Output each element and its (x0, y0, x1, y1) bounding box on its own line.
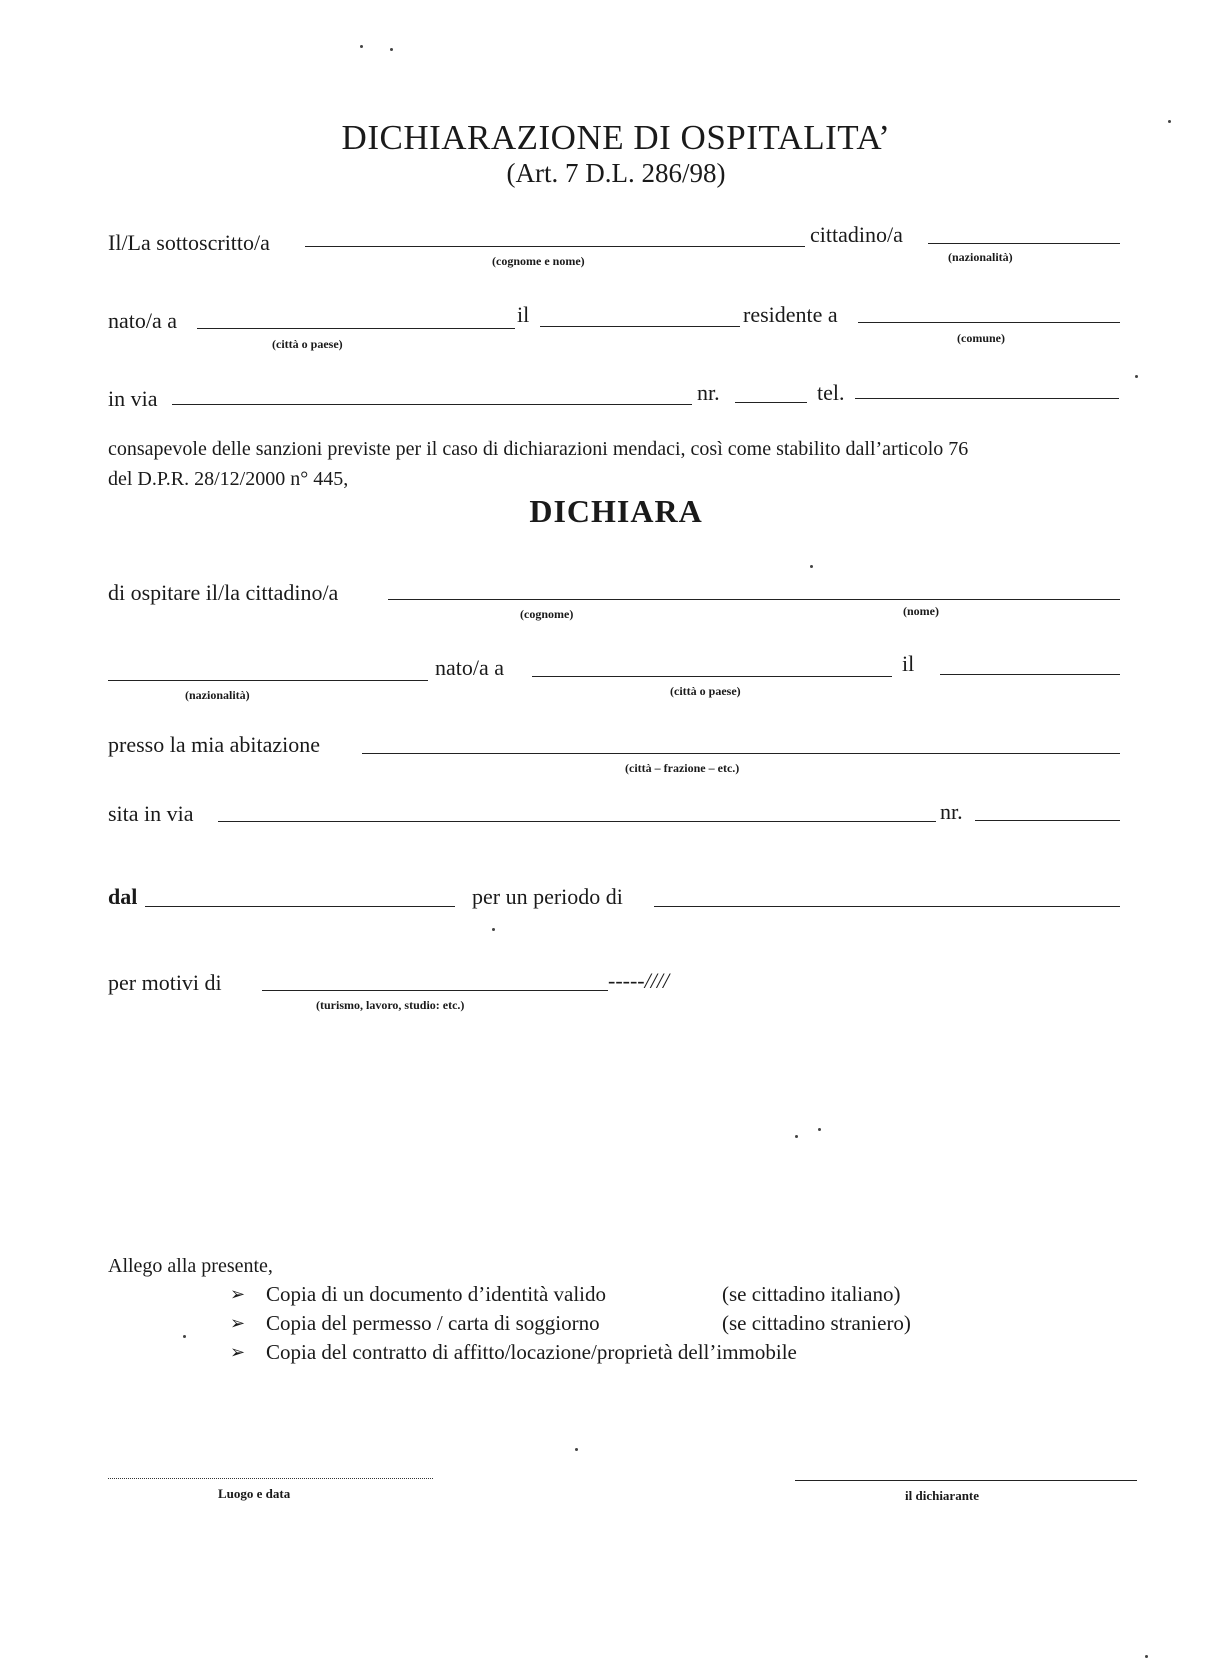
undersigned-name-field[interactable] (305, 246, 805, 247)
attachments-intro: Allego alla presente, (108, 1255, 273, 1277)
declarant-signature-field[interactable] (795, 1480, 1137, 1481)
residence-comune-field[interactable] (858, 322, 1120, 323)
birth-date-label: il (517, 302, 530, 327)
duration-label: per un periodo di (472, 884, 623, 909)
host-citizen-label: di ospitare il/la cittadino/a (108, 580, 339, 605)
citizen-label: cittadino/a (810, 222, 903, 247)
residence-number-field[interactable] (975, 820, 1120, 821)
resident-label: residente a (743, 302, 838, 327)
document-title: DICHIARAZIONE DI OSPITALITA’ (341, 118, 891, 157)
duration-field[interactable] (654, 906, 1120, 907)
scan-speck (575, 1448, 578, 1451)
attachment-note: (se cittadino italiano) (722, 1282, 901, 1306)
born-in-label: nato/a a (108, 308, 178, 333)
guest-birth-date-label: il (902, 651, 915, 676)
street-number-label: nr. (697, 380, 720, 405)
bullet-arrow-icon: ➢ (230, 1342, 246, 1362)
scan-speck (1135, 375, 1138, 378)
birth-city-field[interactable] (197, 328, 515, 329)
guest-born-label: nato/a a (435, 655, 505, 680)
scan-speck (795, 1135, 798, 1138)
birth-date-field[interactable] (540, 326, 740, 327)
declares-heading: DICHIARA (529, 493, 703, 529)
reason-field[interactable] (262, 990, 608, 991)
street-number-field[interactable] (735, 402, 807, 403)
residence-field[interactable] (362, 753, 1120, 754)
attachment-item: Copia del permesso / carta di soggiorno (266, 1311, 600, 1335)
place-date-field[interactable] (108, 1478, 433, 1479)
street-label: in via (108, 386, 158, 411)
scan-speck (1168, 120, 1171, 123)
attachment-item: Copia di un documento d’identità valido (266, 1282, 607, 1306)
residence-number-label: nr. (940, 799, 963, 824)
phone-label: tel. (817, 380, 845, 405)
reason-suffix: -----//// (608, 968, 670, 993)
undersigned-nationality-field[interactable] (928, 243, 1120, 244)
guest-nationality-field[interactable] (108, 680, 428, 681)
from-label: dal (108, 884, 138, 909)
guest-name-field[interactable] (388, 599, 1120, 600)
attachment-note: (se cittadino straniero) (722, 1311, 911, 1335)
guest-name-hint: (nome) (903, 604, 939, 618)
street-field[interactable] (172, 404, 692, 405)
scan-speck (183, 1335, 186, 1338)
residence-street-field[interactable] (218, 821, 936, 822)
guest-nationality-hint: (nazionalità) (185, 688, 250, 702)
reason-label: per motivi di (108, 970, 222, 995)
scan-speck (818, 1128, 821, 1131)
scan-speck (1145, 1655, 1148, 1658)
undersigned-nationality-hint: (nazionalità) (948, 250, 1013, 264)
guest-birth-date-field[interactable] (940, 674, 1120, 675)
residence-label: presso la mia abitazione (108, 732, 320, 757)
scan-speck (810, 565, 813, 568)
scan-speck (492, 928, 495, 931)
phone-field[interactable] (855, 398, 1119, 399)
from-date-field[interactable] (145, 906, 455, 907)
residence-comune-hint: (comune) (957, 331, 1005, 345)
bullet-arrow-icon: ➢ (230, 1313, 246, 1333)
birth-city-hint: (città o paese) (272, 337, 343, 351)
guest-surname-hint: (cognome) (520, 607, 574, 621)
place-date-label: Luogo e data (218, 1486, 291, 1501)
attachment-item: Copia del contratto di affitto/locazione/proprietà dell’immobile (266, 1340, 797, 1364)
guest-birth-city-field[interactable] (532, 676, 892, 677)
residence-street-label: sita in via (108, 801, 194, 826)
bullet-arrow-icon: ➢ (230, 1284, 246, 1304)
undersigned-name-hint: (cognome e nome) (492, 254, 585, 268)
scan-speck (390, 48, 393, 51)
awareness-line-1: consapevole delle sanzioni previste per il caso di dichiarazioni mendaci, così come stabilito dall’articolo 76 (108, 438, 969, 460)
document-subtitle: (Art. 7 D.L. 286/98) (506, 158, 726, 188)
scan-speck (360, 45, 363, 48)
undersigned-label: Il/La sottoscritto/a (108, 230, 270, 255)
reason-hint: (turismo, lavoro, studio: etc.) (316, 998, 465, 1012)
awareness-line-2: del D.P.R. 28/12/2000 n° 445, (108, 468, 349, 490)
declarant-label: il dichiarante (905, 1488, 980, 1503)
guest-birth-city-hint: (città o paese) (670, 684, 741, 698)
residence-hint: (città – frazione – etc.) (625, 761, 740, 775)
